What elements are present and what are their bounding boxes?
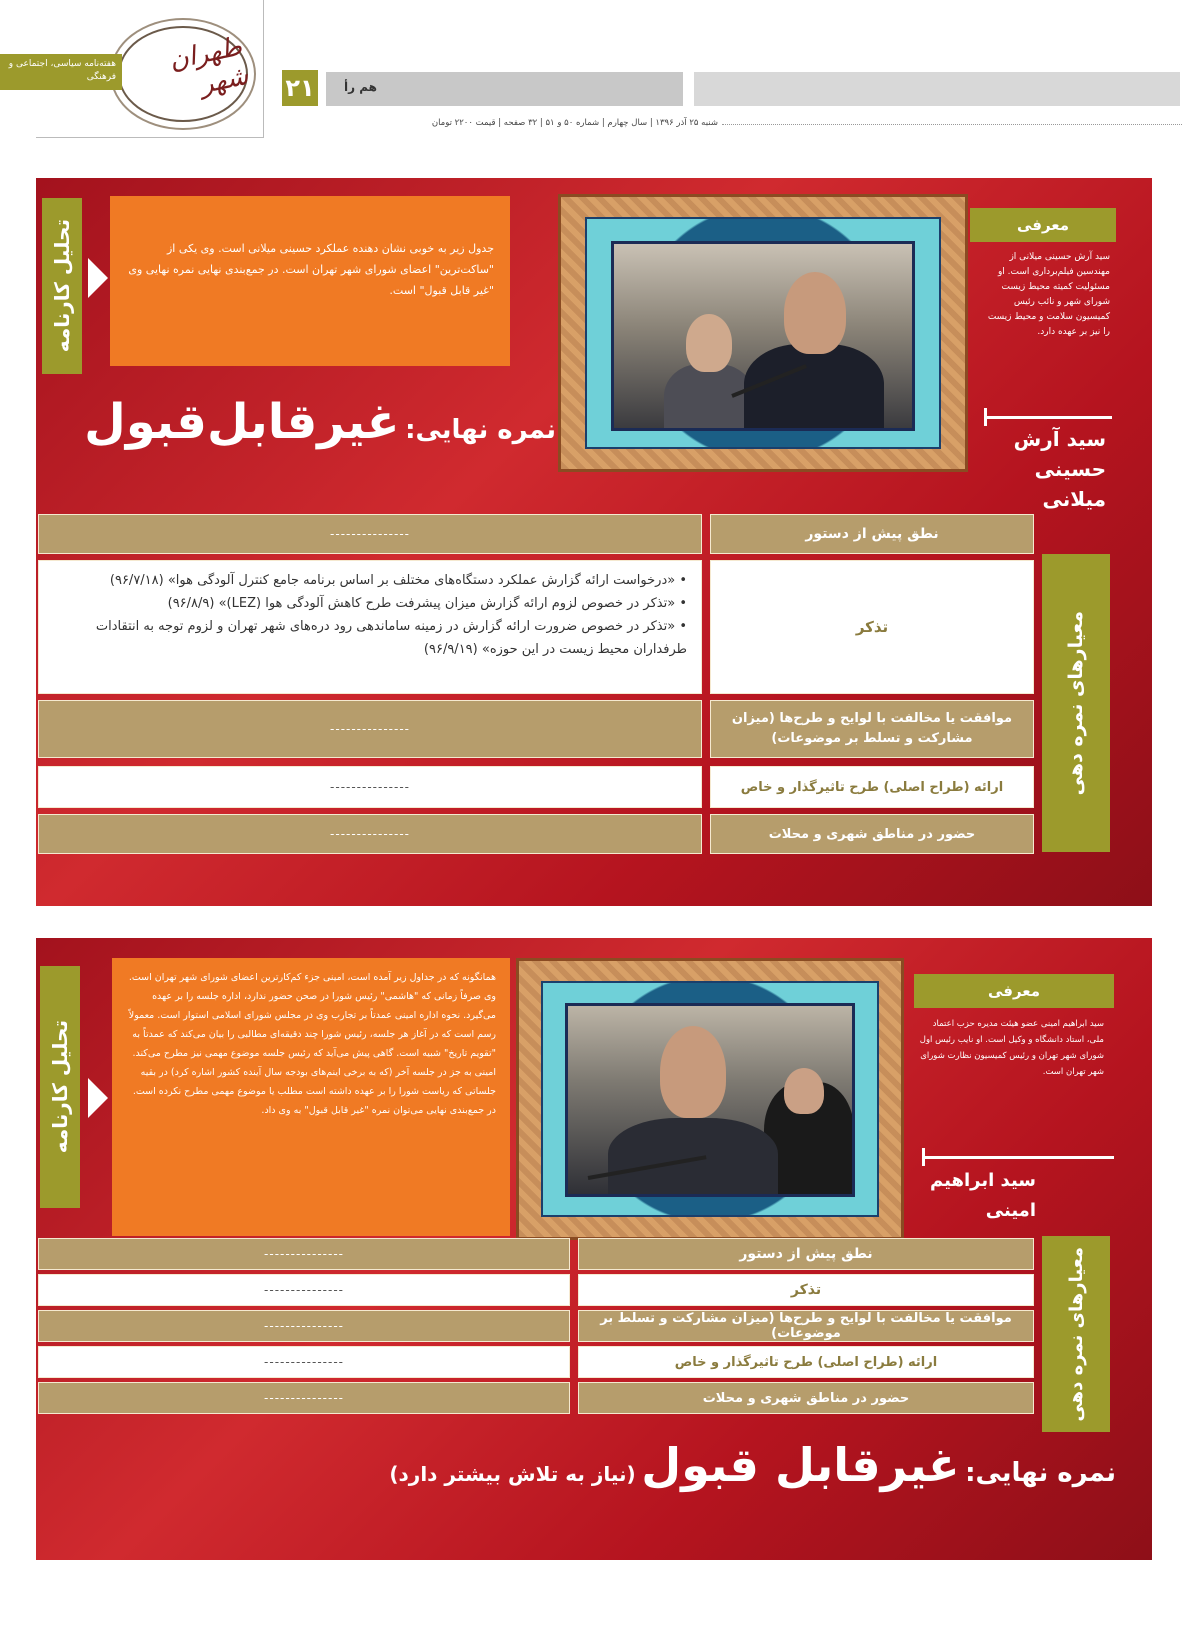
member-photo	[565, 1003, 855, 1197]
page-number: ۲۱	[282, 70, 318, 106]
reminder-list	[38, 560, 702, 694]
criteria-tab-label: معیارهای نمره دهی	[1065, 1246, 1087, 1422]
final-grade	[56, 394, 556, 464]
analysis-box	[110, 196, 510, 366]
member-photo	[611, 241, 915, 431]
member-name-line2: امینی	[985, 1200, 1036, 1221]
profile-panel-2	[36, 938, 1152, 1560]
table-row-label: موافقت یا مخالفت با لوایح و طرح‌ها (میزان مشارکت و تسلط بر موضوعات)	[710, 700, 1034, 758]
table-row-label: نطق پیش از دستور	[578, 1238, 1034, 1270]
table-row-label: ارائه (طراح اصلی) طرح تاثیرگذار و خاص	[710, 766, 1034, 808]
arrow-icon	[88, 1078, 108, 1118]
member-name-line1: سید ابراهیم	[930, 1170, 1036, 1191]
member-name	[916, 1166, 1036, 1226]
intro-text: سید آرش حسینی میلانی از مهندسین فیلم‌برداری است. او مسئولیت کمیته محیط زیست شورای شهر و نائب رئیس کمیسیون سلامت و محیط زیست را نیز بر عهده دارد.	[987, 252, 1110, 337]
logo-text: طهران شهر	[166, 31, 251, 101]
member-name-line2: حسینی میلانی	[1034, 457, 1106, 511]
section-bar	[326, 72, 683, 106]
table-row-label: حضور در مناطق شهری و محلات	[578, 1382, 1034, 1414]
publication-tagline: هفته‌نامه سیاسی، اجتماعی و فرهنگی	[0, 54, 122, 90]
list-item: • «درخواست ارائه گزارش عملکرد دستگاه‌های مختلف بر اساس برنامه جامع کنترل آلودگی هوا» (۹۶/۷/۱۸)	[109, 573, 687, 588]
list-item: • «تذکر در خصوص لزوم ارائه گزارش میزان پیشرفت طرح کاهش آلودگی هوا (LEZ)» (۹۶/۸/۹)	[167, 596, 687, 611]
name-divider	[924, 1156, 1114, 1159]
ornamental-frame	[516, 958, 904, 1240]
member-name	[976, 424, 1106, 514]
table-row-label: نطق پیش از دستور	[710, 514, 1034, 554]
table-row-value: ---------------	[38, 1346, 570, 1378]
profile-panel-1	[36, 178, 1152, 906]
header-bar	[694, 72, 1180, 106]
issue-info: شنبه ۲۵ آذر ۱۳۹۶ | سال چهارم | شماره ۵۰ و ۵۱ | ۳۲ صفحه | قیمت ۲۲۰۰ تومان	[431, 118, 718, 128]
intro-label: معرفی	[914, 974, 1114, 1008]
table-row-value: ---------------	[38, 1382, 570, 1414]
ornamental-frame	[558, 194, 968, 472]
grade-value: غیرقابل قبول	[641, 1438, 960, 1492]
table-row-label: تذکر	[710, 560, 1034, 694]
analysis-tab	[40, 966, 80, 1208]
table-row-value: ---------------	[38, 766, 702, 808]
intro-label: معرفی	[970, 208, 1116, 242]
table-row-value: ---------------	[38, 514, 702, 554]
arrow-icon	[88, 258, 108, 298]
criteria-tab-label: معیارهای نمره دهی	[1065, 610, 1087, 796]
table-row-label: ارائه (طراح اصلی) طرح تاثیرگذار و خاص	[578, 1346, 1034, 1378]
table-row-label: تذکر	[578, 1274, 1034, 1306]
table-row-label: حضور در مناطق شهری و محلات	[710, 814, 1034, 854]
intro-text: سید ابراهیم امینی عضو هیئت مدیره حزب اعتماد ملی، استاد دانشگاه و وکیل است. او نایب رئیس اول شورای شهر تهران و رئیس کمیسیون نظارت شورای شهر تهران است.	[919, 1019, 1104, 1077]
table-row-value: ---------------	[38, 814, 702, 854]
table-row-label: موافقت یا مخالفت با لوایح و طرح‌ها (میزان مشارکت و تسلط بر موضوعات)	[578, 1310, 1034, 1342]
newspaper-logo	[118, 26, 251, 122]
grade-note: (نیاز به تلاش بیشتر دارد)	[389, 1462, 636, 1486]
dotted-divider	[722, 124, 1182, 125]
list-item: • «تذکر در خصوص ضرورت ارائه گزارش در زمینه ساماندهی رود دره‌های شهر تهران و لزوم توجه به انتقادات طرفداران محیط زیست در این حوزه» (۹۶/۹/۱۹)	[95, 619, 687, 657]
grade-prefix: نمره نهایی:	[405, 415, 556, 445]
member-name-line1: سید آرش	[1013, 427, 1106, 451]
grade-value: غیرقابل‌قبول	[84, 394, 400, 450]
table-row-value: ---------------	[38, 1238, 570, 1270]
analysis-text: همانگونه که در جداول زیر آمده است، امینی جزء کم‌کارترین اعضای شورای شهر تهران است. وی صرفاً زمانی که "هاشمی" رئیس شورا در صحن حضور ندارد، اداره جلسه را بر عهده می‌گیرد. نحوه اداره امینی عمدتاً بر تجارب وی در مجلس شورای اسلامی استوار است. معمولاً رسم است که در آغاز هر جلسه، رئیس شورا چند دقیقه‌ای مطالبی را بیان می‌کند که عمدتاً به "تقویم تاریخ" شبیه است. گاهی پیش می‌آید که رئیس جلسه موضوع مهمی نیز مطرح می‌کند. امینی به جز در جلسه آخر (که به برخی اینم‌های بودجه سال آینده کشور اشاره کرد) در بقیه جلساتی که ریاست شورا را بر عهده داشته است مطلب یا موضوع مهمی مطرح نکرده است. در جمع‌بندی نهایی می‌توان نمره "غیر قابل قبول" به وی داد.	[128, 972, 496, 1116]
table-row-value: ---------------	[38, 700, 702, 758]
section-title: هم رأ	[344, 80, 377, 94]
analysis-tab	[42, 198, 82, 374]
table-row-value: ---------------	[38, 1274, 570, 1306]
criteria-tab	[1042, 554, 1110, 852]
analysis-tab-label: تحلیل کارنامه	[48, 1020, 72, 1154]
analysis-text: جدول زیر به خوبی نشان دهنده عملکرد حسینی میلانی است. وی یکی از "ساکت‌ترین" اعضای شورای شهر تهران است. در جمع‌بندی نهایی نمره نهایی وی "غیر قابل قبول" است.	[128, 242, 494, 297]
analysis-box	[112, 958, 510, 1236]
name-divider	[986, 416, 1112, 419]
grade-prefix: نمره نهایی:	[965, 1458, 1116, 1488]
criteria-tab	[1042, 1236, 1110, 1432]
table-row-value: ---------------	[38, 1310, 570, 1342]
analysis-tab-label: تحلیل کارنامه	[50, 219, 74, 353]
final-grade	[56, 1438, 1116, 1518]
